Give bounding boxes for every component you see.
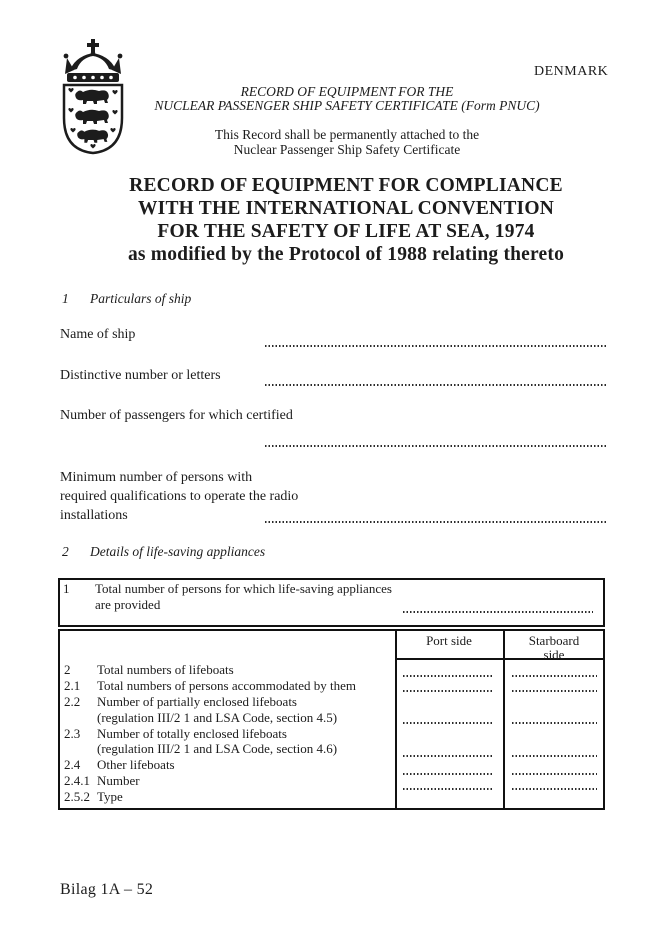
port-fill-line-4 bbox=[403, 755, 492, 757]
table-total-persons bbox=[58, 578, 605, 627]
field-line-name-of-ship bbox=[265, 345, 607, 347]
section-1-heading bbox=[62, 291, 191, 307]
attachment-note-line-2: Nuclear Passenger Ship Safety Certificate bbox=[233, 141, 461, 157]
starboard-fill-line-6 bbox=[512, 788, 597, 790]
row-number: 2.3 bbox=[64, 725, 81, 741]
table-lifeboats bbox=[58, 629, 605, 810]
column-header-port-side: Port side bbox=[426, 633, 472, 648]
main-heading-line-3: FOR THE SAFETY OF LIFE AT SEA, 1974 bbox=[157, 221, 535, 242]
section-1-title: Particulars of ship bbox=[90, 291, 192, 306]
table1-row-label: Total number of persons for which life-saving appliances are provided bbox=[95, 581, 392, 612]
table-row bbox=[60, 662, 395, 678]
main-heading-line-4: as modified by the Protocol of 1988 relating thereto bbox=[127, 244, 565, 265]
section-1-number: 1 bbox=[62, 291, 69, 306]
form-title-line-2: NUCLEAR PASSENGER SHIP SAFETY CERTIFICATE (Form PNUC) bbox=[154, 98, 540, 113]
main-heading-line-1: RECORD OF EQUIPMENT FOR COMPLIANCE bbox=[129, 175, 563, 196]
field-label-radio-persons: Minimum number of persons with required qualifications to operate the radio installations bbox=[60, 470, 299, 523]
table-row bbox=[60, 726, 395, 742]
form-title-line-1: RECORD OF EQUIPMENT FOR THE bbox=[240, 84, 454, 99]
row-label: (regulation III/2 1 and LSA Code, section 4.6) bbox=[97, 741, 338, 757]
table1-fill-line bbox=[403, 611, 593, 613]
row-label: Number of totally enclosed lifeboats bbox=[97, 725, 287, 741]
row-label: Type bbox=[97, 789, 123, 805]
starboard-fill-line-1 bbox=[512, 675, 597, 677]
table-row bbox=[60, 710, 395, 726]
field-label-distinctive-number: Distinctive number or letters bbox=[60, 368, 221, 383]
row-number: 2.4 bbox=[64, 757, 81, 773]
row-label: Total numbers of persons accommodated by them bbox=[97, 677, 357, 693]
starboard-fill-line-2 bbox=[512, 690, 597, 692]
field-label-passengers-certified: Number of passengers for which certified bbox=[60, 408, 293, 423]
field-label-name-of-ship: Name of ship bbox=[60, 327, 136, 342]
page-footer-label: Bilag 1A – 52 bbox=[60, 881, 154, 898]
port-fill-line-5 bbox=[403, 773, 492, 775]
table-row bbox=[60, 757, 395, 773]
column-header-starboard-side: Starboard side bbox=[528, 633, 580, 662]
attachment-note-line-1: This Record shall be permanently attached to the bbox=[214, 127, 480, 142]
field-line-distinctive-number bbox=[265, 384, 607, 386]
row-label: Other lifeboats bbox=[97, 757, 175, 773]
row-number bbox=[60, 710, 97, 726]
starboard-fill-line-5 bbox=[512, 773, 597, 775]
port-fill-line-6 bbox=[403, 788, 492, 790]
row-label: Total numbers of lifeboats bbox=[97, 662, 234, 677]
table2-row-labels bbox=[60, 662, 395, 805]
section-2-heading bbox=[62, 544, 265, 560]
row-number: 2.4.1 bbox=[64, 773, 90, 789]
row-number: 2 bbox=[64, 662, 71, 677]
table1-row-number: 1 bbox=[63, 581, 70, 596]
form-title bbox=[30, 85, 664, 113]
port-fill-line-3 bbox=[403, 722, 492, 724]
starboard-fill-line-4 bbox=[512, 755, 597, 757]
port-fill-line-2 bbox=[403, 690, 492, 692]
row-label: (regulation III/2 1 and LSA Code, section 4.5) bbox=[97, 709, 338, 725]
main-heading-line-2: WITH THE INTERNATIONAL CONVENTION bbox=[137, 198, 554, 219]
port-fill-line-1 bbox=[403, 675, 492, 677]
field-line-passengers-certified bbox=[265, 445, 607, 447]
row-number: 2.1 bbox=[64, 677, 81, 693]
field-line-radio-persons bbox=[265, 521, 607, 523]
table-row bbox=[60, 773, 395, 789]
section-2-title: Details of life-saving appliances bbox=[90, 544, 266, 559]
row-number: 2.2 bbox=[64, 693, 81, 709]
row-label: Number of partially enclosed lifeboats bbox=[97, 693, 297, 709]
country-label: DENMARK bbox=[534, 64, 609, 79]
attachment-note bbox=[30, 128, 664, 157]
row-label: Number bbox=[97, 773, 140, 789]
table-row bbox=[60, 789, 395, 805]
main-heading bbox=[28, 174, 664, 266]
section-2-number: 2 bbox=[62, 544, 69, 559]
table-row bbox=[60, 694, 395, 710]
table-row bbox=[60, 741, 395, 757]
row-number bbox=[60, 741, 97, 757]
row-number: 2.5.2 bbox=[64, 789, 90, 805]
table-row bbox=[60, 678, 395, 694]
starboard-fill-line-3 bbox=[512, 722, 597, 724]
